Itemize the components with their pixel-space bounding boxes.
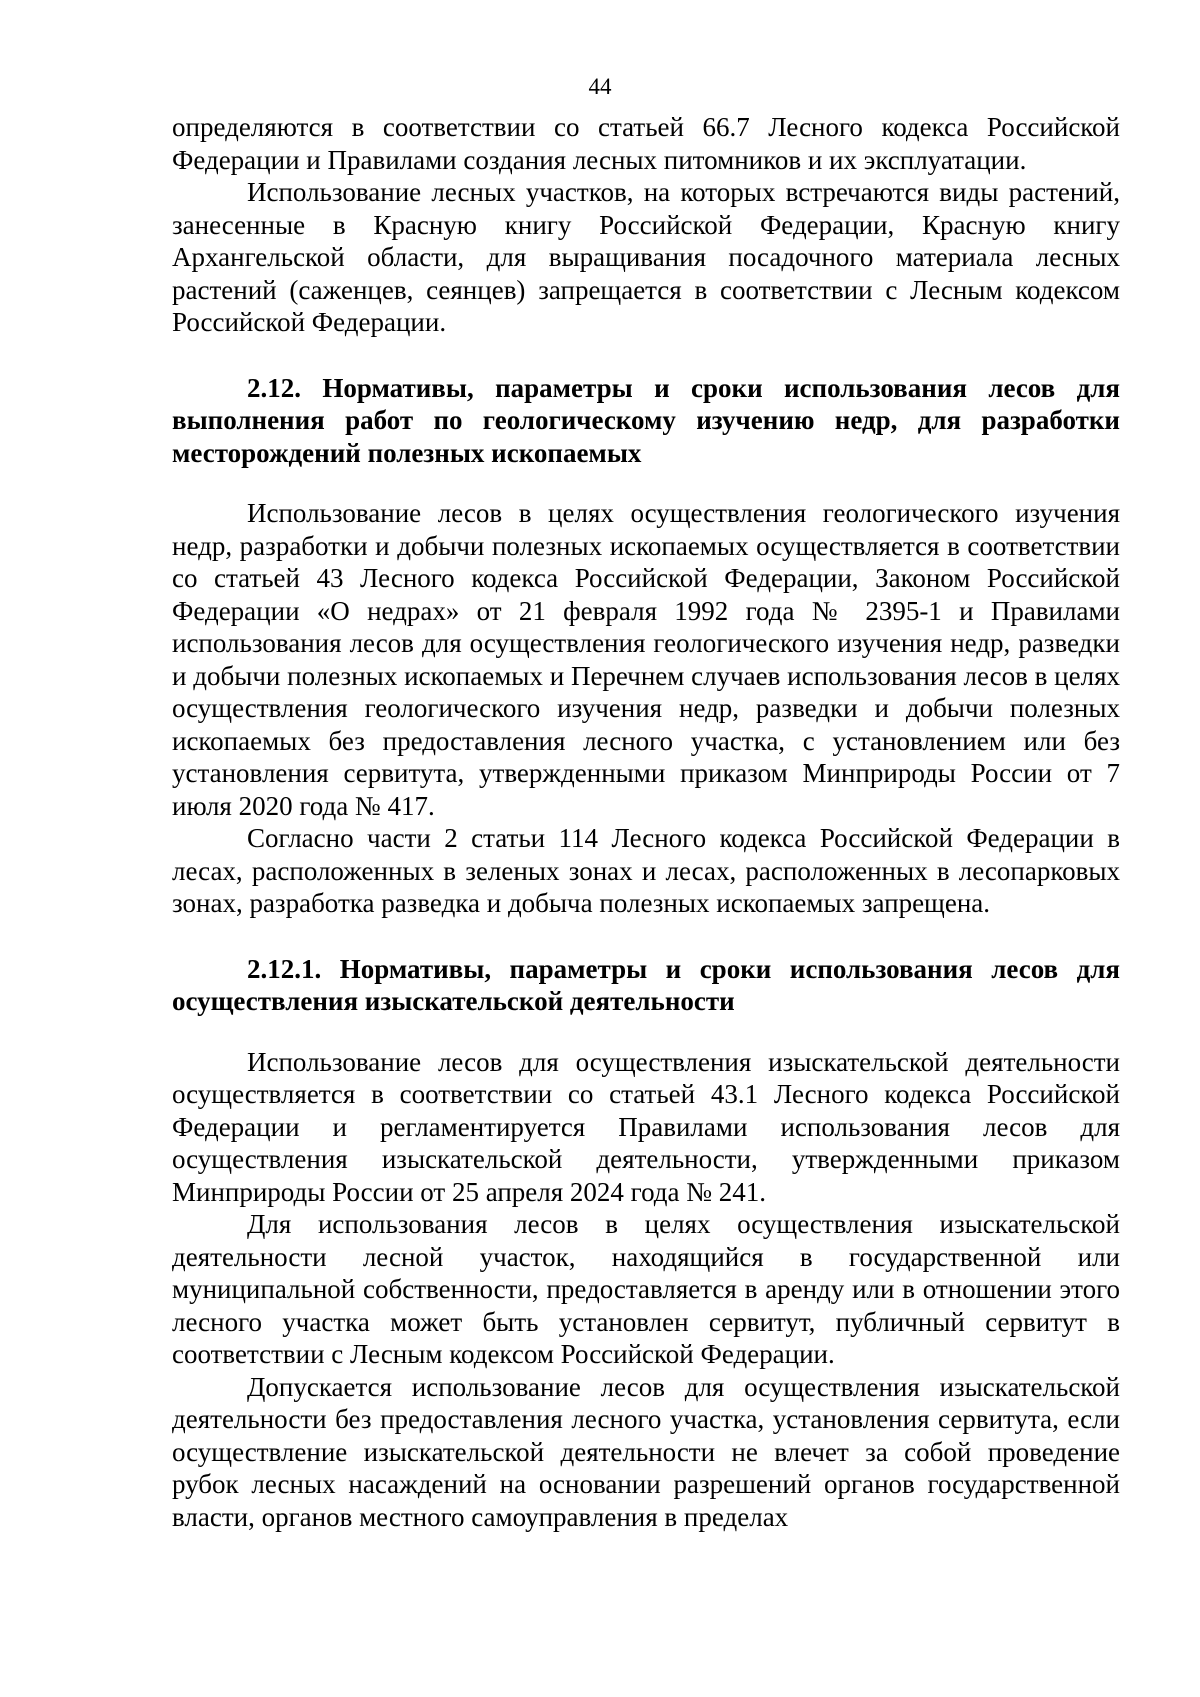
spacer bbox=[172, 469, 1120, 497]
paragraph: Использование лесов в целях осуществления геологического изучения недр, разработки и добычи полезных ископаемых осуществляется в соответствии со статьей 43 Лесного кодекса Российской Федерации, Законом Российской Федерации «О недрах» от 21 февраля 1992 года № 2395-1 и Правилами использования лесов для осуществления геологического изучения недр, разведки и добычи полезных ископаемых и Перечнем случаев использования лесов в целях осуществления геологического изучения недр, разведки и добычи полезных ископаемых без предоставления лесного участка, с установлением или без установления сервитута, утвержденными приказом Минприроды России от 7 июля 2020 года № 417. bbox=[172, 498, 1120, 821]
paragraph: Использование лесных участков, на которых встречаются виды растений, занесенные в Красную книгу Российской Федерации, Красную книгу Архангельской области, для выращивания посадочного материала лесных растений (саженцев, сеянцев) запрещается в соответствии с Лесным кодексом Российской Федерации. bbox=[172, 177, 1120, 337]
page-content bbox=[172, 111, 1120, 1533]
spacer bbox=[172, 1018, 1120, 1046]
paragraph: Согласно части 2 статьи 114 Лесного кодекса Российской Федерации в лесах, расположенных в зеленых зонах и лесах, расположенных в лесопарковых зонах, разработка разведка и добыча полезных ископаемых запрещена. bbox=[172, 823, 1120, 918]
paragraph: определяются в соответствии со статьей 66.7 Лесного кодекса Российской Федерации и Правилами создания лесных питомников и их эксплуатации. bbox=[172, 112, 1120, 175]
paragraph: Для использования лесов в целях осуществления изыскательской деятельности лесной участок, находящийся в государственной или муниципальной собственности, предоставляется в аренду или в отношении этого лесного участка может быть установлен сервитут, публичный сервитут в соответствии с Лесным кодексом Российской Федерации. bbox=[172, 1209, 1120, 1369]
paragraph: Использование лесов для осуществления изыскательской деятельности осуществляется в соответствии со статьей 43.1 Лесного кодекса Российской Федерации и регламентируется Правилами использования лесов для осуществления изыскательской деятельности, утвержденными приказом Минприроды России от 25 апреля 2024 года № 241. bbox=[172, 1046, 1120, 1207]
spacer bbox=[172, 339, 1120, 372]
section-heading: 2.12. Нормативы, параметры и сроки использования лесов для выполнения работ по геологическому изучению недр, для разработки месторождений полезных ископаемых bbox=[172, 372, 1120, 468]
spacer bbox=[172, 920, 1120, 953]
section-heading: 2.12.1. Нормативы, параметры и сроки использования лесов для осуществления изыскательской деятельности bbox=[172, 953, 1120, 1016]
paragraph: Допускается использование лесов для осуществления изыскательской деятельности без предоставления лесного участка, установления сервитута, если осуществление изыскательской деятельности не влечет за собой проведение рубок лесных насаждений на основании разрешений органов государственной власти, органов местного самоуправления в пределах bbox=[172, 1371, 1120, 1532]
page-number: 44 bbox=[588, 74, 612, 99]
